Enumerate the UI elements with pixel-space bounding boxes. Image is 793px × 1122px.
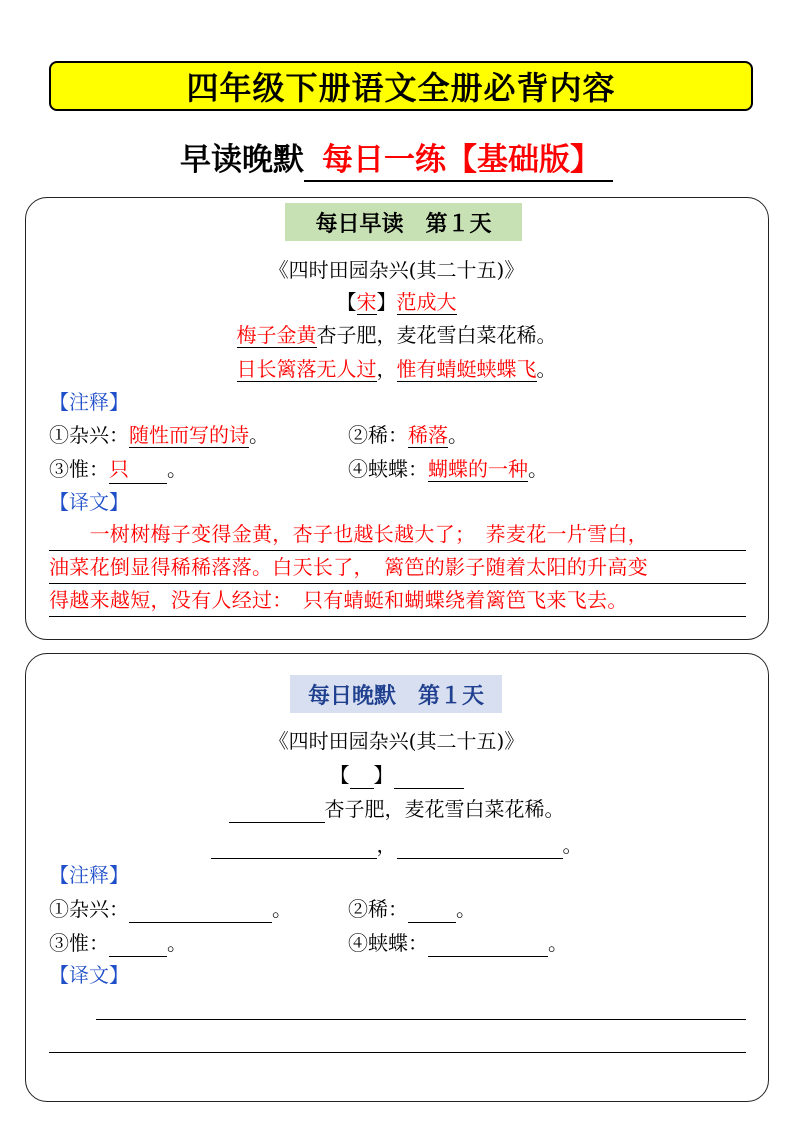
- subtitle-red: 每日一练【基础版】: [304, 140, 613, 182]
- poem-answer-1: 梅子金黄: [236, 323, 317, 347]
- translation: [49, 518, 746, 617]
- note-1-answer: 随性而写的诗: [129, 423, 249, 447]
- poem-answer-3: 惟有蜻蜓蛱蝶飞: [396, 357, 537, 381]
- note-4-answer: 蝴蝶的一种: [428, 457, 528, 481]
- dynasty: 宋: [356, 290, 377, 314]
- note-4: ④蛱蝶：蝴蝶的一种。: [348, 457, 548, 481]
- poem-line-1: 梅子金黄杏子肥，麦花雪白菜花稀。: [236, 323, 557, 347]
- note-3: ③惟：只 。: [49, 455, 187, 484]
- dynasty-blank[interactable]: [350, 766, 374, 789]
- notes-label-dictation: 【注释】: [49, 863, 129, 887]
- poem-answer-2: 日长篱落无人过: [236, 357, 377, 381]
- translation-label: 【译文】: [49, 490, 129, 514]
- poem-blank-3[interactable]: [397, 836, 563, 859]
- dictation-line-2: ， 。: [0, 831, 793, 859]
- page-title: 四年级下册语文全册必背内容: [49, 61, 753, 111]
- notes-label: 【注释】: [49, 390, 129, 414]
- translation-blank-line[interactable]: [49, 1052, 746, 1053]
- note-1: ①杂兴：随性而写的诗。: [49, 423, 269, 447]
- note-4-dictation: ④蛱蝶： 。: [348, 931, 568, 955]
- poem-title: 《四时田园杂兴(其二十五)》: [268, 258, 525, 282]
- evening-header: 每日晚默 第１天: [290, 675, 502, 713]
- evening-dictation-card: [25, 653, 769, 1102]
- author: 范成大: [396, 290, 457, 314]
- translation-label-dictation: 【译文】: [49, 963, 129, 987]
- poem-blank-2[interactable]: [211, 836, 377, 859]
- translation-blank-line[interactable]: [96, 1019, 746, 1020]
- author-blank[interactable]: [394, 766, 464, 789]
- dictation-line-1: 杏子肥，麦花雪白菜花稀。: [0, 795, 793, 823]
- subtitle-main: 早读晚默: [180, 142, 304, 178]
- dynasty-author-blanks: 【 】: [0, 761, 793, 789]
- note-2-dictation: ②稀： 。: [348, 897, 476, 921]
- note-1-dictation: ①杂兴： 。: [49, 897, 292, 921]
- poem-line-2: 日长篱落无人过，惟有蜻蜓蛱蝶飞。: [236, 357, 557, 381]
- note-2-answer: 稀落: [408, 423, 448, 447]
- translation-line: 得越来越短，没有人经过： 只有蜻蜓和蝴蝶绕着篱笆飞来飞去。: [49, 584, 746, 617]
- subtitle: [0, 138, 793, 182]
- note-2-blank[interactable]: [408, 900, 456, 923]
- note-3-blank[interactable]: [109, 934, 167, 957]
- translation-line: 一树树梅子变得金黄，杏子也越长越大了； 荞麦花一片雪白，: [49, 518, 746, 551]
- translation-line: 油菜花倒显得稀稀落落。白天长了， 篱笆的影子随着太阳的升高变: [49, 551, 746, 584]
- poem-blank-1[interactable]: [229, 800, 325, 823]
- note-3-dictation: ③惟： 。: [49, 931, 187, 955]
- note-1-blank[interactable]: [129, 900, 272, 923]
- note-2: ②稀：稀落。: [348, 423, 468, 447]
- poem-dynasty-author: 【宋】范成大: [336, 290, 457, 314]
- morning-header: 每日早读 第１天: [285, 203, 522, 241]
- note-3-answer: 只: [109, 455, 167, 484]
- note-4-blank[interactable]: [428, 934, 548, 957]
- poem-title-dictation: 《四时田园杂兴(其二十五)》: [268, 729, 525, 753]
